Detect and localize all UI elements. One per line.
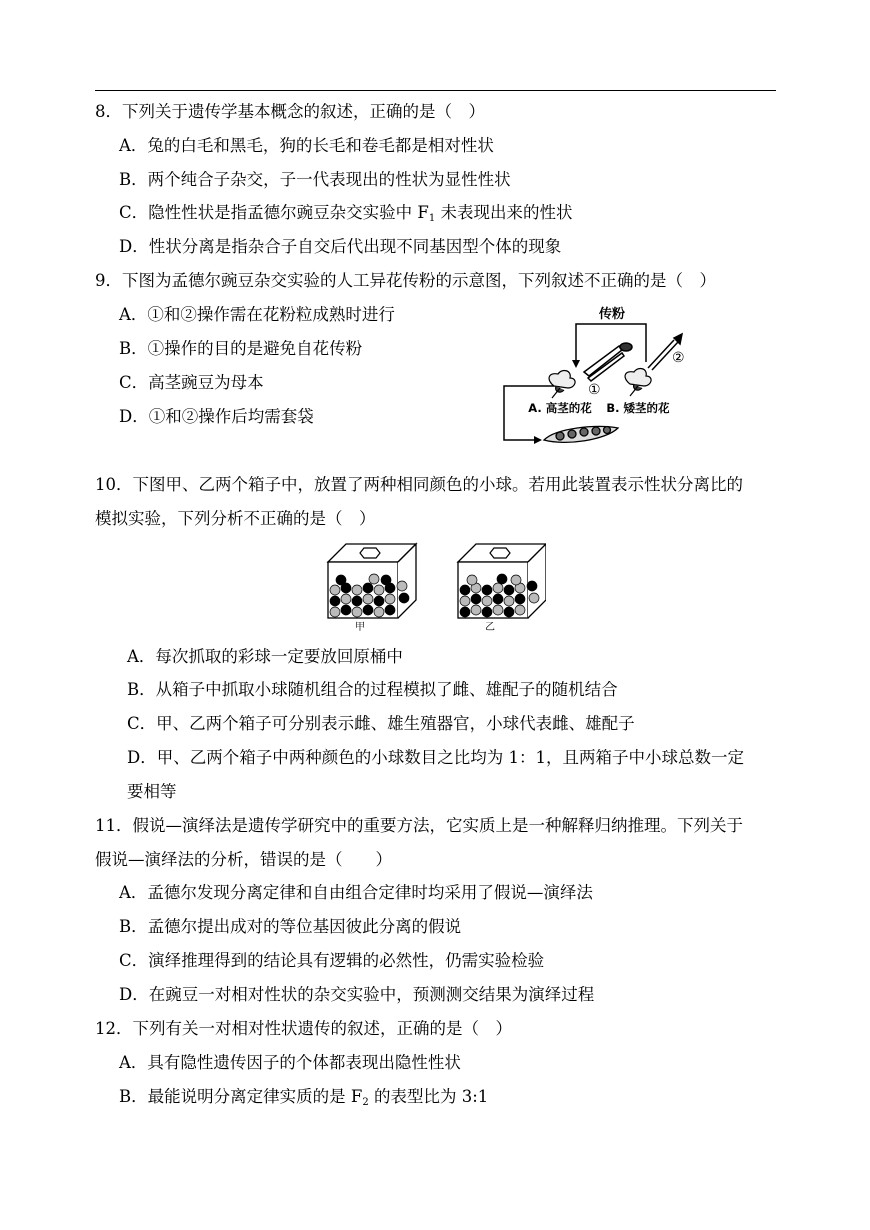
q10-option-c: C．甲、乙两个箱子可分别表示雌、雄生殖器官，小球代表雌、雄配子 xyxy=(127,714,635,733)
q12-option-a: A．具有隐性遗传因子的个体都表现出隐性性状 xyxy=(119,1053,461,1072)
q11-stem-line2: 假说—演绎法的分析，错误的是（ ） xyxy=(95,850,392,869)
q9-option-b: B．①操作的目的是避免自花传粉 xyxy=(119,339,363,358)
q8-option-c: C．隐性性状是指孟德尔豌豆杂交实验中 $F_1$ 未表现出来的性状 xyxy=(119,203,573,224)
figure-top-label: 传粉 xyxy=(598,307,626,322)
label-flower-a: A. 高茎的花 xyxy=(528,401,592,415)
header-rule xyxy=(95,90,776,91)
box-yi-label: 乙 xyxy=(485,622,495,632)
q11-stem-line1: 11．假说—演绎法是遗传学研究中的重要方法，它实质上是一种解释归纳推理。下列关于 xyxy=(95,816,743,835)
q8-option-a: A．兔的白毛和黑毛，狗的长毛和卷毛都是相对性状 xyxy=(119,136,494,155)
pea-pod-icon xyxy=(544,427,618,443)
q10-option-d-line2: 要相等 xyxy=(127,782,177,801)
q9-option-c: C．高茎豌豆为母本 xyxy=(119,373,264,392)
q11-option-c: C．演绎推理得到的结论具有逻辑的必然性，仍需实验检验 xyxy=(119,951,545,970)
q8-option-b: B．两个纯合子杂交，子一代表现出的性状为显性性状 xyxy=(119,170,511,189)
q11-option-d: D．在豌豆一对相对性状的杂交实验中，预测测交结果为演绎过程 xyxy=(119,985,595,1004)
box-jia-icon xyxy=(328,544,416,618)
q11-option-b: B．孟德尔提出成对的等位基因彼此分离的假说 xyxy=(119,917,462,936)
q10-option-d-line1: D．甲、乙两个箱子中两种颜色的小球数目之比均为 1：1，且两箱子中小球总数一定 xyxy=(127,748,744,767)
q9-option-a: A．①和②操作需在花粉粒成熟时进行 xyxy=(119,305,395,324)
q12-stem: 12．下列有关一对相对性状遗传的叙述，正确的是（ ） xyxy=(95,1019,512,1038)
box-yi-icon xyxy=(458,544,546,618)
q10-stem-line1: 10．下图甲、乙两个箱子中，放置了两种相同颜色的小球。若用此装置表示性状分离比的 xyxy=(95,475,743,494)
mark-2: ② xyxy=(672,350,685,366)
label-flower-b: B. 矮茎的花 xyxy=(606,401,670,415)
q9-option-d: D．①和②操作后均需套袋 xyxy=(119,407,314,426)
q11-option-a: A．孟德尔发现分离定律和自由组合定律时均采用了假说—演绎法 xyxy=(119,883,593,902)
mark-1: ① xyxy=(588,382,601,398)
box-jia-label: 甲 xyxy=(355,622,365,632)
q10-stem-line2: 模拟实验，下列分析不正确的是（ ） xyxy=(95,509,376,528)
q8-option-d: D．性状分离是指杂合子自交后代出现不同基因型个体的现象 xyxy=(119,237,562,256)
q8-stem: 8．下列关于遗传学基本概念的叙述，正确的是（ ） xyxy=(95,102,485,121)
pollination-figure xyxy=(496,300,696,450)
flower-b-icon xyxy=(625,369,651,396)
q10-option-b: B．从箱子中抓取小球随机组合的过程模拟了雌、雄配子的随机结合 xyxy=(127,680,618,699)
flower-a-icon xyxy=(549,371,575,398)
q12-option-b: B．最能说明分离定律实质的是 $F_2$ 的表型比为 3:1 xyxy=(119,1087,489,1108)
q9-stem: 9．下图为孟德尔豌豆杂交实验的人工异花传粉的示意图，下列叙述不正确的是（ ） xyxy=(95,271,716,290)
q10-option-a: A．每次抓取的彩球一定要放回原桶中 xyxy=(127,647,403,666)
ball-boxes-figure xyxy=(326,540,546,632)
